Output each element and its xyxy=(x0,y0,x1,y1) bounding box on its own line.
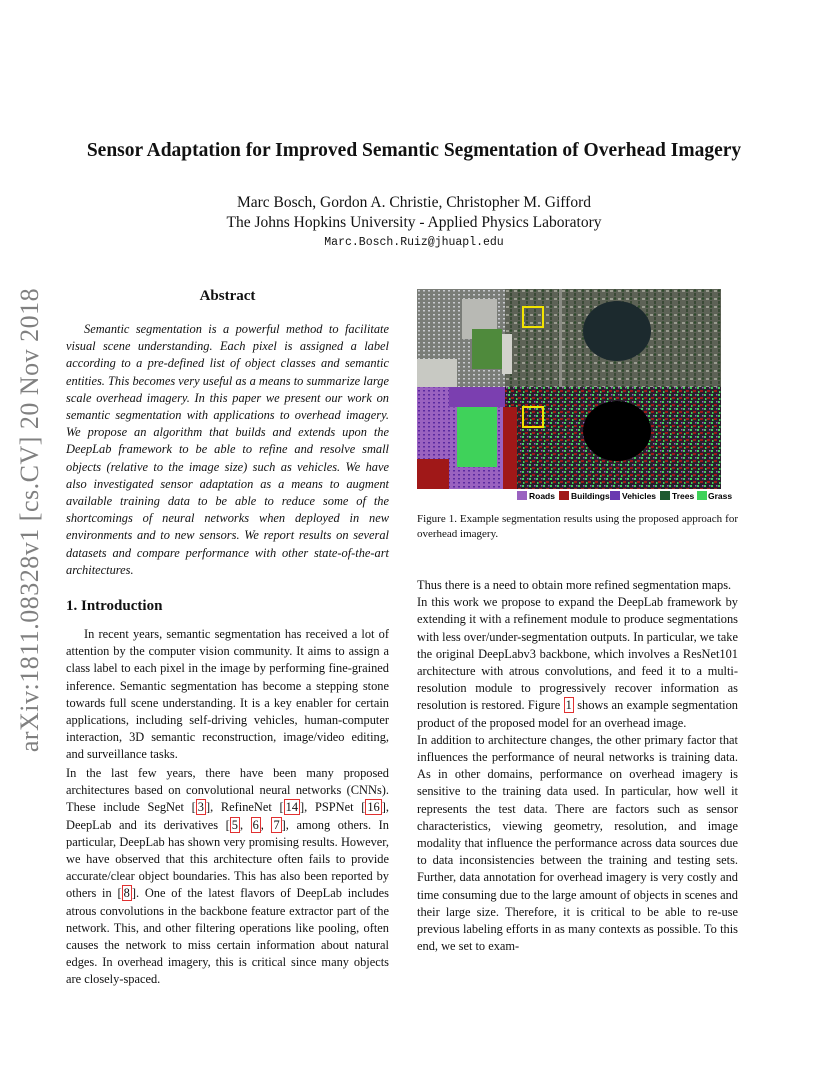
citation-link[interactable]: 3 xyxy=(197,800,204,815)
right-column-text xyxy=(417,577,738,955)
right-paragraph-2: In this work we propose to expand the DeepLab framework by extending it with a refinement module to produce segmentations with less over/under-segmentation outputs. In particular, we take the original DeepLabv3 backbone, which involves a ResNet101 architecture with atrous convolutions, and feed it to a multi-resolution module to progressively recover information as resolution is restored. Figure 1 shows an example segmentation product of the proposed model for an overhead image. xyxy=(417,595,738,730)
legend-swatch-vehicles xyxy=(610,491,620,500)
figure-legend xyxy=(417,489,732,503)
affiliation: The Johns Hopkins University - Applied Physics Laboratory xyxy=(226,214,602,231)
author-email[interactable]: Marc.Bosch.Ruiz@jhuapl.edu xyxy=(324,236,504,249)
legend-swatch-grass xyxy=(697,491,707,500)
abstract-body: Semantic segmentation is a powerful method to facilitate visual scene understanding. Each pixel is assigned a label according to a pre-defined list of object classes and semantic entities. This becomes very useful as a means to summarize large scale overhead imagery. In this paper we present our work on semantic segmentation with applications to overhead imagery. We propose an algorithm that builds and extends upon the DeepLab framework to be able to refine and resolve small objects (relative to the image size) such as vehicles. We have also investigated sensor adaptation as a means to augment available training data to be able to reduce some of the shortcomings of neural networks when deployed in new environments and to new sensors. We report results on several datasets and compare performance with other state-of-the-art architectures. xyxy=(66,322,389,577)
legend-label-buildings: Buildings xyxy=(571,491,610,501)
author-list: Marc Bosch, Gordon A. Christie, Christopher M. Gifford xyxy=(236,194,592,211)
rgb-imagery xyxy=(417,289,721,387)
citation-link[interactable]: 7 xyxy=(273,817,280,832)
segmentation-map xyxy=(417,387,721,489)
citation-link[interactable]: 6 xyxy=(252,817,259,832)
citation-link[interactable]: 8 xyxy=(123,886,130,901)
legend-swatch-buildings xyxy=(559,491,569,500)
figure-1-caption: Figure 1. Example segmentation results using the proposed approach for overhead imagery. xyxy=(417,513,738,540)
legend-label-trees: Trees xyxy=(672,491,695,501)
intro-paragraph-2: In the last few years, there have been many proposed architectures based on convolutional neural networks (CNNs). These include SegNet [ 3 ], RefineNet [ 14 ], PSPNet [ 16 ], DeepLab and its derivatives [ 5 , 6 , 7 ], among others. In particular, DeepLab has shown very promising results. However, we have observed that this architecture often fails to provide accurate/clear object boundaries. This has also been reported by others in [ 8 ]. One of the latest flavors of DeepLab includes atrous convolutions in the backbone feature extractor part of the network. This, and other filtering operations like pooling, often causes the network to miss certain information about natural edges. In overhead imagery, this is critical since many objects are closely-spaced. xyxy=(66,766,389,987)
legend-swatch-roads xyxy=(517,491,527,500)
citation-link[interactable]: 14 xyxy=(285,800,299,815)
right-paragraph-3: In addition to architecture changes, the other primary factor that influences the performance of neural networks is training data. As in other domains, performance on overhead imagery is sensitive to the training data used. In particular, how well it represents the test data. There are factors such as sensor characteristics, viewing geometry, resolution, and image modality that influence the performance across data sources due to data inconsistencies between the training and testing sets. Further, data annotation for overhead imagery is very costly and time consuming due to the large amount of objects in scenes and their large size. Therefore, it is critical to be able to re-use previous labeling efforts in as many contexts as possible. To this end, we set to exam- xyxy=(417,732,738,954)
legend-label-grass: Grass xyxy=(708,491,733,501)
citation-link[interactable]: 16 xyxy=(367,800,380,815)
citation-link[interactable]: 5 xyxy=(231,817,238,832)
arxiv-identifier: arXiv:1811.08328v1 [cs.CV] 20 Nov 2018 xyxy=(15,287,44,753)
intro-paragraph-1: In recent years, semantic segmentation has received a lot of attention by the computer vision community. It aims to assign a class label to each pixel in the image by performing fine-grained inference. Semantic segmentation has become a stepping stone towards full scene understanding. It is a key enabler for certain applications, including self-driving vehicles, human-computer interaction, 3D semantic reconstruction, image/video editing, and surveillance tasks. xyxy=(66,627,389,762)
legend-swatch-trees xyxy=(660,491,670,500)
right-paragraph-1: Thus there is a need to obtain more refined segmentation maps. xyxy=(417,578,732,592)
abstract-heading: Abstract xyxy=(199,288,256,304)
figure-link[interactable]: 1 xyxy=(565,698,572,713)
figure-1-image xyxy=(417,289,733,503)
legend-label-vehicles: Vehicles xyxy=(622,491,657,501)
paper-title: Sensor Adaptation for Improved Semantic Segmentation of Overhead Imagery xyxy=(86,140,742,161)
section-heading-introduction: 1. Introduction xyxy=(66,598,163,614)
legend-label-roads: Roads xyxy=(529,491,555,501)
